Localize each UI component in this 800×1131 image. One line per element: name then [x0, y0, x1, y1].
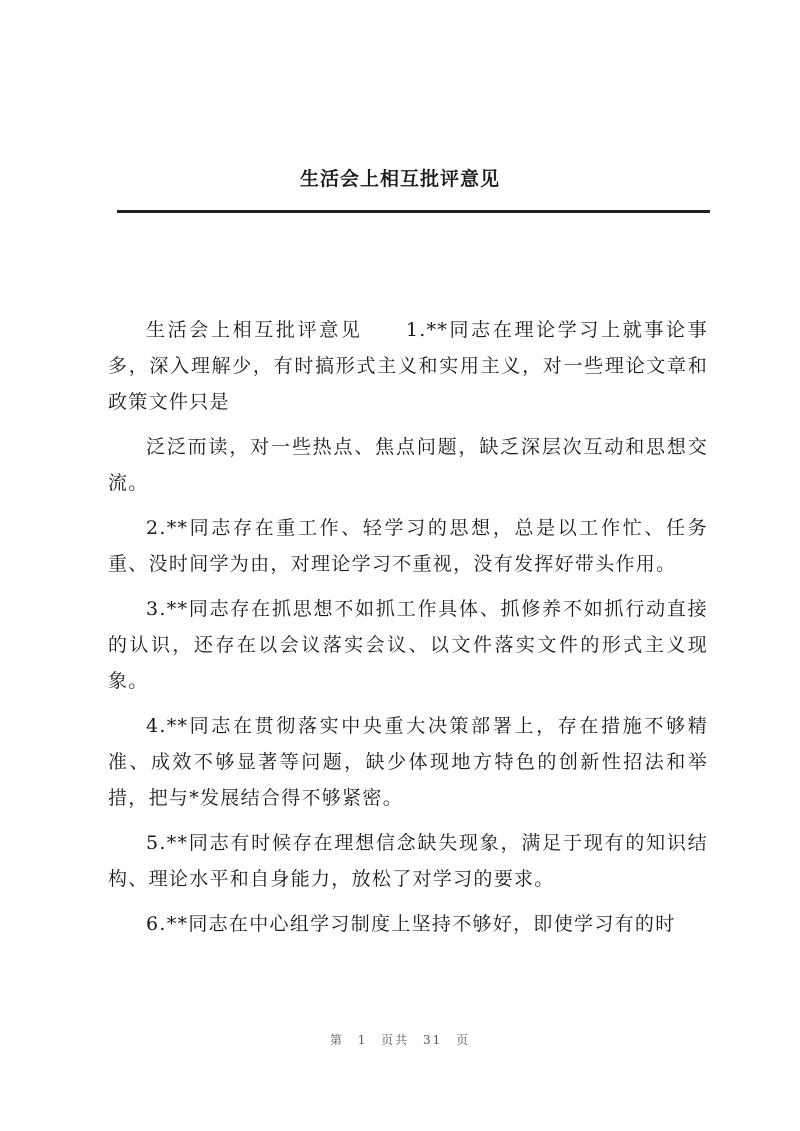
footer-label-end: 页 [456, 1033, 471, 1047]
page-footer [0, 1030, 800, 1050]
paragraph: 6.**同志在中心组学习制度上坚持不够好，即使学习有的时 [146, 913, 676, 935]
paragraph: 3.**同志存在抓思想不如抓工作具体、抓修养不如抓行动直接的认识，还存在以会议落实会议、以文件落实文件的形式主义现象。 [108, 598, 708, 692]
paragraph: 5.**同志有时候存在理想信念缺失现象，满足于现有的知识结构、理论水平和自身能力，放松了对学习的要求。 [108, 832, 708, 890]
paragraph: 4.**同志在贯彻落实中央重大决策部署上，存在措施不够精准、成效不够显著等问题，缺少体现地方特色的创新性招法和举措，把与*发展结合得不够紧密。 [108, 715, 708, 809]
document-body [108, 312, 708, 951]
paragraph: 2.**同志存在重工作、轻学习的思想，总是以工作忙、任务重、没时间学为由，对理论学习不重视，没有发挥好带头作用。 [108, 517, 708, 575]
footer-label-of: 页共 [381, 1033, 410, 1047]
footer-label-page: 第 [329, 1033, 344, 1047]
title-divider [117, 210, 710, 213]
current-page-number: 1 [357, 1033, 368, 1047]
paragraph: 泛泛而读，对一些热点、焦点问题，缺乏深层次互动和思想交流。 [108, 436, 708, 494]
total-pages-number: 31 [423, 1033, 443, 1047]
document-title: 生活会上相互批评意见 [299, 168, 500, 190]
paragraph: 生活会上相互批评意见 1.**同志在理论学习上就事论事多，深入理解少，有时搞形式主义和实用主义，对一些理论文章和政策文件只是 [108, 319, 708, 413]
